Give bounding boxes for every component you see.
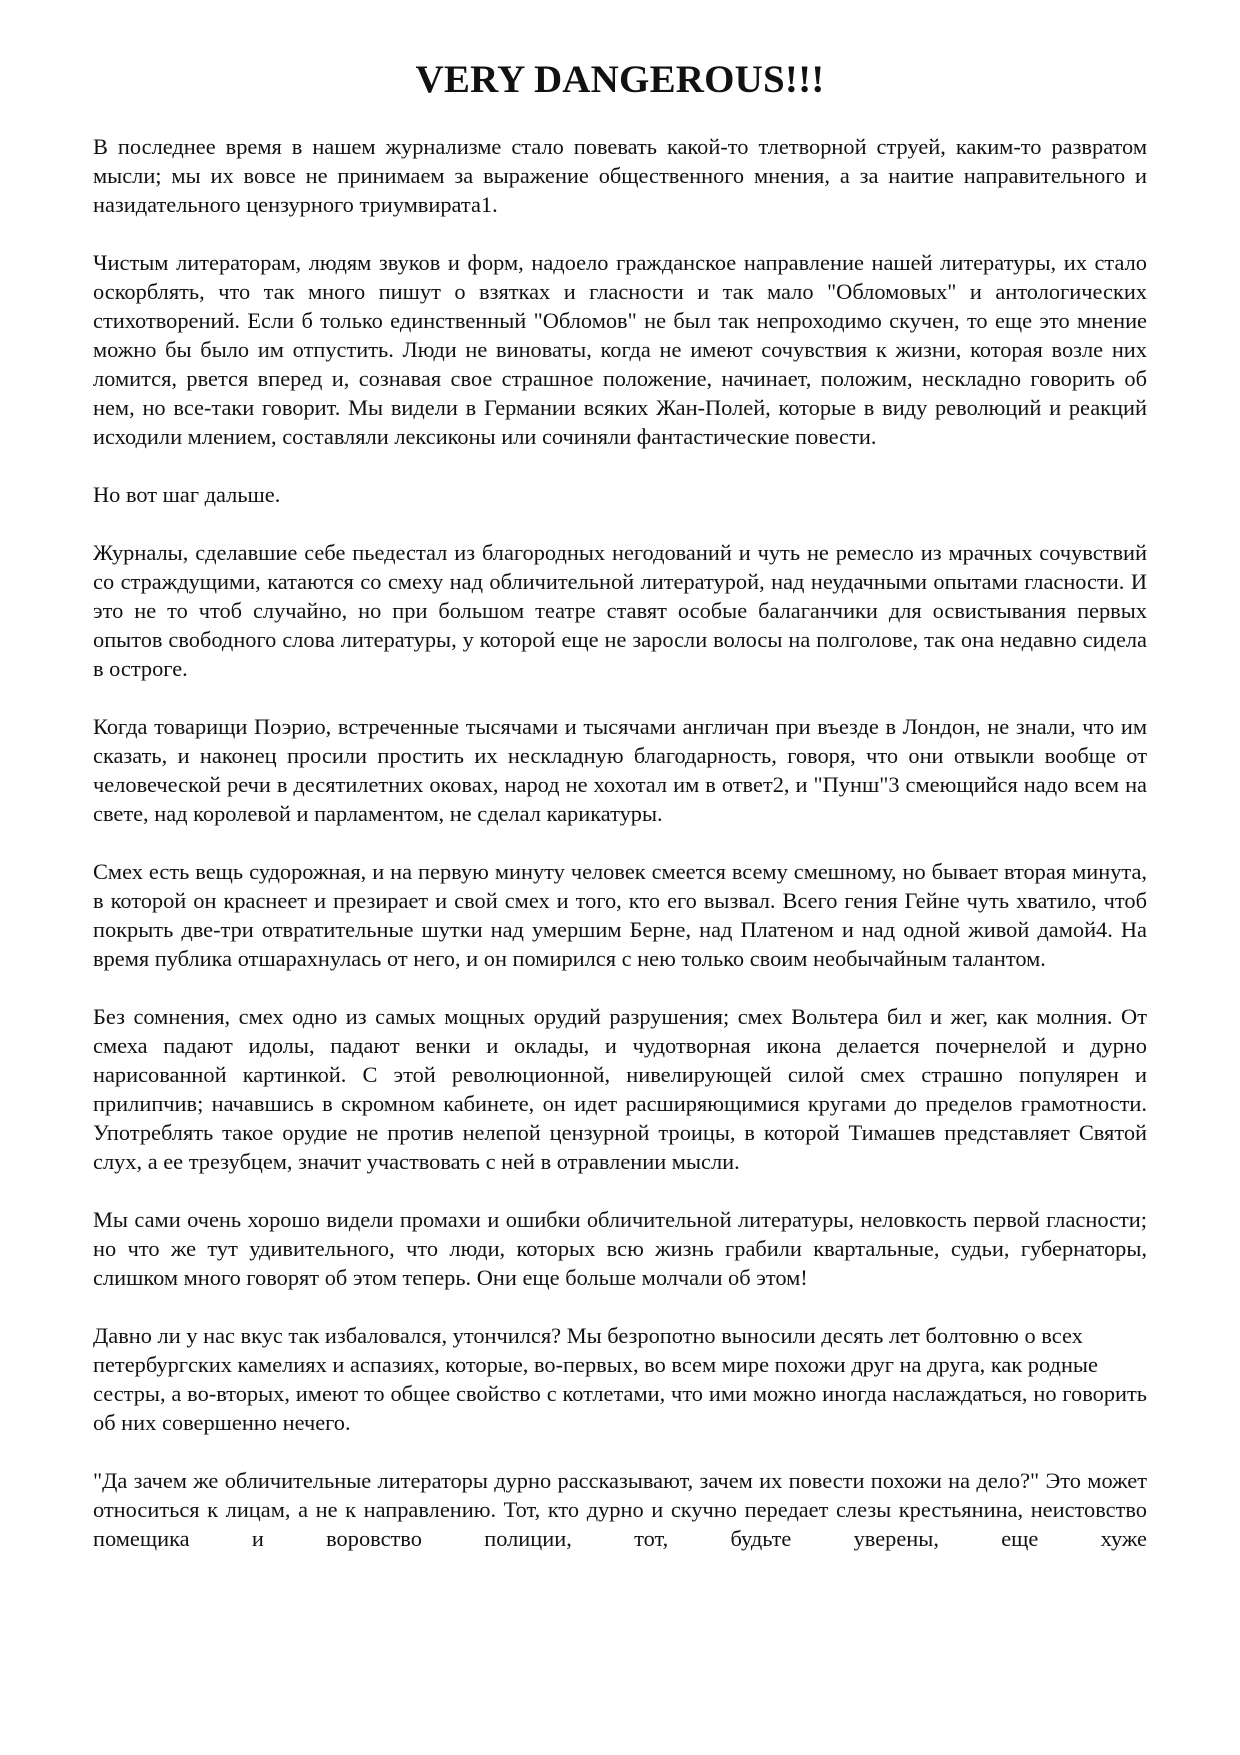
paragraph-5: Когда товарищи Поэрио, встреченные тысячами и тысячами англичан при въезде в Лондон, не знали, что им сказать, и наконец просили простить их нескладную благодарность, говоря, что они отвыкли вообще от человеческой речи в десятилетних оковах, народ не хохотал им в ответ2, и "Пунш"3 смеющийся надо всем на свете, над королевой и парламентом, не сделал карикатуры.: [93, 714, 1147, 826]
document-title: VERY DANGEROUS!!!: [415, 58, 825, 101]
paragraph-6: Смех есть вещь судорожная, и на первую минуту человек смеется всему смешному, но бывает вторая минута, в которой он краснеет и презирает и свой смех и того, кто его вызвал. Всего гения Гейне чуть хватило, чтоб покрыть две-три отвратительные шутки над умершим Берне, над Платеном и над одной живой дамой4. На время публика отшарахнулась от него, и он помирился с нею только своим необычайным талантом.: [93, 859, 1147, 971]
paragraph-9: Давно ли у нас вкус так избаловался, утончился? Мы безропотно выносили десять лет болтовню о всех петербургских камелиях и аспазиях, которые, во-первых, во всем мире похожи друг на друга, как родные: [93, 1323, 1098, 1377]
paragraph-3: Но вот шаг дальше.: [93, 482, 281, 507]
paragraph-8: Мы сами очень хорошо видели промахи и ошибки обличительной литературы, неловкость первой гласности; но что же тут удивительного, что люди, которых всю жизнь грабили квартальные, судьи, губернаторы, слишком много говорят об этом теперь. Они еще больше молчали об этом!: [93, 1207, 1147, 1290]
paragraph-1: В последнее время в нашем журнализме стало повевать какой-то тлетворной струей, каким-то развратом мысли; мы их вовсе не принимаем за выражение общественного мнения, а за наитие направительного и назидательного цензурного триумвирата1.: [93, 134, 1147, 217]
paragraph-11: "Да зачем же обличительные литераторы дурно рассказывают, зачем их повести похожи на дело?" Это может относиться к лицам, а не к направлению. Тот, кто дурно и скучно передает слезы крестьянина, неистовство помещика и воровство полиции, тот, будьте уверены, еще хуже: [93, 1468, 1147, 1551]
paragraph-7: Без сомнения, смех одно из самых мощных орудий разрушения; смех Вольтера бил и жег, как молния. От смеха падают идолы, падают венки и оклады, и чудотворная икона делается почернелой и дурно нарисованной картинкой. С этой революционной, нивелирующей силой смех страшно популярен и прилипчив; начавшись в скромном кабинете, он идет расширяющимися кругами до пределов грамотности. Употреблять такое орудие не против нелепой цензурной троицы, в которой Тимашев представляет Святой слух, а ее трезубцем, значит участвовать с ней в отравлении мысли.: [93, 1004, 1147, 1174]
paragraph-2: Чистым литераторам, людям звуков и форм, надоело гражданское направление нашей литературы, их стало оскорблять, что так много пишут о взятках и гласности и так мало "Обломовых" и антологических стихотворений. Если б только единственный "Обломов" не был так непроходимо скучен, то еще это мнение можно бы было им отпустить. Люди не виноваты, когда не имеют сочувствия к жизни, которая возле них ломится, рвется вперед и, сознавая свое страшное положение, начинает, положим, нескладно говорить об нем, но все-таки говорит. Мы видели в Германии всяких Жан-Полей, которые в виду революций и реакций исходили млением, составляли лексиконы или сочиняли фантастические повести.: [93, 250, 1147, 449]
paragraph-10: сестры, а во-вторых, имеют то общее свойство с котлетами, что ими можно иногда наслаждаться, но говорить об них совершенно нечего.: [93, 1381, 1147, 1435]
paragraph-4: Журналы, сделавшие себе пьедестал из благородных негодований и чуть не ремесло из мрачных сочувствий со страждущими, катаются со смеху над обличительной литературой, над неудачными опытами гласности. И это не то чтоб случайно, но при большом театре ставят особые балаганчики для освистывания первых опытов свободного слова литературы, у которой еще не заросли волосы на полголове, так она недавно сидела в остроге.: [93, 540, 1147, 681]
